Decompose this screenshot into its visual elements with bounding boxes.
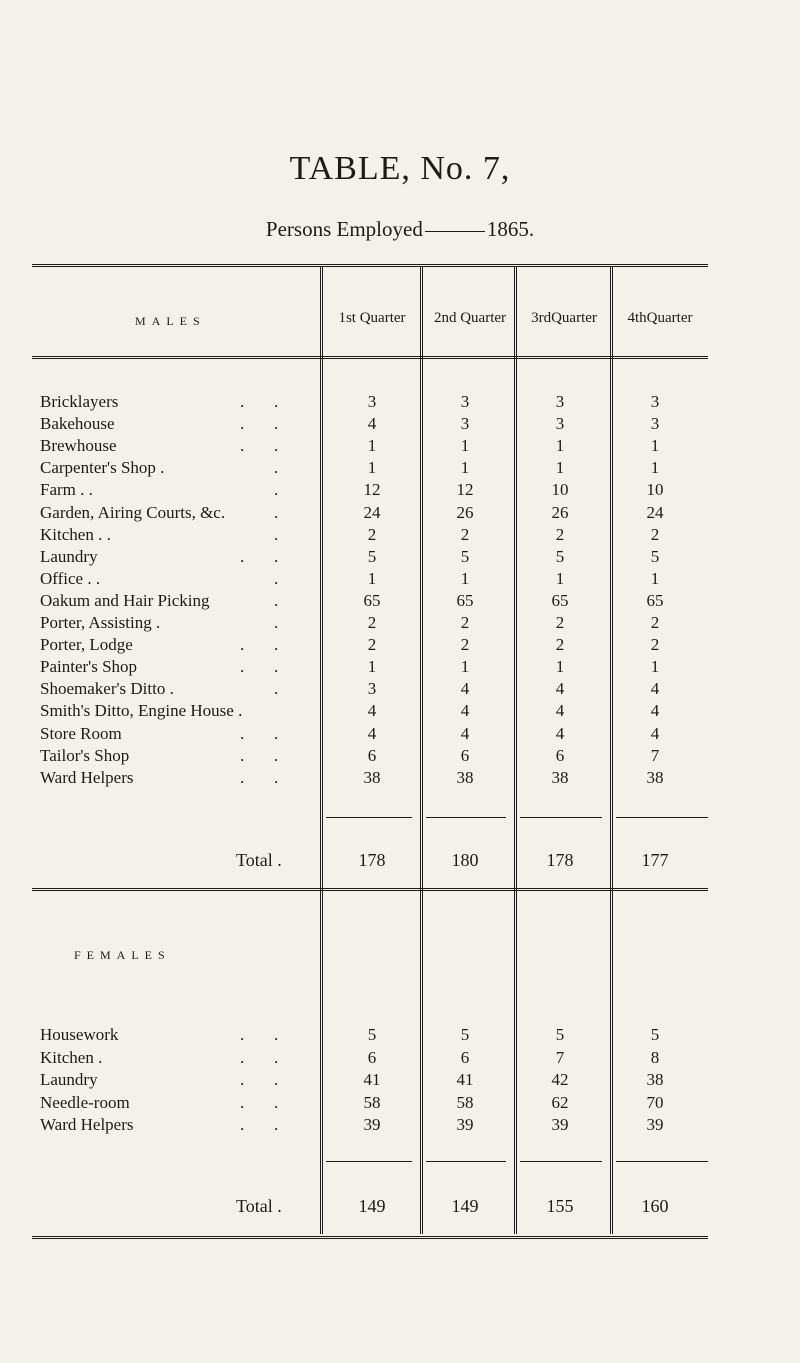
row-label: Kitchen . . [40, 524, 111, 544]
row-q3-value: 1 [555, 568, 565, 588]
row-q3-value: 65 [551, 590, 569, 610]
row-label: Housework [40, 1025, 119, 1044]
row-q4-value: 2 [650, 613, 660, 632]
males-row [40, 746, 710, 766]
row-q2-value: 38 [456, 767, 474, 787]
row-q4-value: 24 [646, 502, 664, 522]
row-q3-value: 1 [555, 436, 565, 456]
row-q3-value: 7 [555, 1047, 565, 1067]
row-label: Painter's Shop [40, 657, 138, 677]
row-q1-value: 4 [367, 414, 377, 434]
row-q2-value: 39 [456, 1115, 474, 1135]
row-q4-value: 4 [650, 701, 660, 721]
row-q2-value: 4 [460, 701, 470, 721]
males-total-q3: 178 [546, 850, 574, 870]
row-label: Tailor's Shop [40, 745, 130, 765]
row-q1-value: 12 [363, 480, 381, 500]
males-total-q1: 178 [358, 850, 386, 870]
row-q2-value: 5 [460, 1025, 470, 1044]
row-leader-dots: . [240, 590, 279, 610]
row-q2-value: 2 [460, 613, 470, 632]
row-q4-value: 70 [646, 1092, 664, 1112]
row-q1-value: 3 [367, 679, 377, 699]
row-q3-value: 2 [555, 635, 565, 655]
males-total-q2: 180 [451, 850, 479, 870]
row-label: Ward Helpers [40, 1115, 134, 1135]
row-q3-value: 38 [551, 767, 569, 787]
males-row [40, 458, 710, 478]
males-row [40, 724, 710, 744]
row-leader-dots: . . [240, 745, 279, 765]
row-q3-value: 1 [555, 458, 565, 478]
row-q3-value: 39 [551, 1115, 569, 1135]
row-label: Oakum and Hair Picking [40, 590, 210, 610]
row-q4-value: 1 [650, 458, 660, 478]
row-q3-value: 42 [551, 1070, 569, 1090]
males-row [40, 613, 710, 633]
row-leader-dots: . . [240, 1047, 279, 1067]
males-total-line-1 [326, 817, 412, 818]
males-row [40, 657, 710, 677]
row-q2-value: 12 [456, 480, 474, 500]
row-q2-value: 41 [456, 1070, 474, 1090]
row-q2-value: 1 [460, 657, 470, 677]
row-q1-value: 4 [367, 701, 377, 721]
row-q1-value: 2 [367, 613, 377, 632]
females-header: FEMALES [74, 948, 171, 962]
header-q3: 3rdQuarter [531, 310, 597, 326]
row-label: Brewhouse [40, 436, 117, 456]
row-q2-value: 5 [460, 546, 470, 566]
row-q1-value: 3 [367, 392, 377, 411]
row-q3-value: 62 [551, 1092, 569, 1112]
row-q4-value: 5 [650, 1025, 660, 1044]
row-label: Garden, Airing Courts, &c. [40, 502, 226, 522]
row-q3-value: 4 [555, 701, 565, 721]
row-q4-value: 8 [650, 1047, 660, 1067]
females-row [40, 1048, 710, 1068]
row-q4-value: 4 [650, 679, 660, 699]
row-q1-value: 4 [367, 723, 377, 743]
males-total-line-3 [520, 817, 602, 818]
row-q2-value: 4 [460, 679, 470, 699]
males-total-line-2 [426, 817, 506, 818]
top-rule [32, 264, 708, 267]
row-q2-value: 6 [460, 745, 470, 765]
row-q1-value: 41 [363, 1070, 381, 1090]
males-row [40, 768, 710, 788]
row-leader-dots: . . [240, 546, 279, 566]
row-q4-value: 10 [646, 480, 664, 500]
row-q1-value: 6 [367, 745, 377, 765]
header-q1: 1st Quarter [338, 310, 406, 326]
row-label: Ward Helpers [40, 767, 134, 787]
females-total-line-1 [326, 1161, 412, 1162]
subtitle-left: Persons Employed [265, 217, 423, 241]
row-q3-value: 5 [555, 546, 565, 566]
subtitle-year: 1865. [486, 217, 535, 241]
row-q4-value: 38 [646, 1070, 664, 1090]
row-leader-dots: . [240, 679, 279, 699]
row-leader-dots: . . [240, 1025, 279, 1044]
row-q1-value: 38 [363, 767, 381, 787]
females-row [40, 1025, 710, 1045]
row-q3-value: 10 [551, 480, 569, 500]
row-label: Bricklayers [40, 392, 119, 411]
row-leader-dots: . [240, 502, 279, 522]
row-leader-dots: . . [240, 1070, 279, 1090]
row-q3-value: 1 [555, 657, 565, 677]
males-total-q4: 177 [641, 850, 669, 870]
row-q3-value: 2 [555, 613, 565, 632]
row-q2-value: 4 [460, 723, 470, 743]
row-q4-value: 1 [650, 436, 660, 456]
row-q2-value: 1 [460, 568, 470, 588]
males-row [40, 392, 710, 412]
row-q3-value: 4 [555, 679, 565, 699]
males-row [40, 547, 710, 567]
row-q1-value: 58 [363, 1092, 381, 1112]
row-q4-value: 4 [650, 723, 660, 743]
row-label: Porter, Assisting . [40, 613, 161, 632]
row-label: Kitchen . [40, 1047, 103, 1067]
row-q4-value: 5 [650, 546, 660, 566]
row-q3-value: 5 [555, 1025, 565, 1044]
row-q1-value: 1 [367, 657, 377, 677]
row-q1-value: 65 [363, 590, 381, 610]
row-leader-dots: . . [240, 436, 279, 456]
row-leader-dots: . . [240, 723, 279, 743]
header-q2: 2nd Quarter [433, 310, 507, 326]
row-leader-dots: . . [240, 1115, 279, 1135]
females-bottom-rule [32, 1236, 708, 1239]
row-q4-value: 3 [650, 392, 660, 411]
row-q2-value: 2 [460, 524, 470, 544]
row-q2-value: 1 [460, 458, 470, 478]
females-total-q3: 155 [546, 1196, 574, 1216]
row-q3-value: 6 [555, 745, 565, 765]
males-total-line-4 [616, 817, 708, 818]
males-total-label: Total . [236, 850, 282, 870]
row-q1-value: 24 [363, 502, 381, 522]
row-q2-value: 2 [460, 635, 470, 655]
females-total-label: Total . [236, 1196, 282, 1216]
row-q4-value: 38 [646, 767, 664, 787]
males-header: MALES [135, 314, 206, 328]
row-q2-value: 6 [460, 1047, 470, 1067]
females-row [40, 1093, 710, 1113]
row-q1-value: 1 [367, 568, 377, 588]
row-q1-value: 2 [367, 524, 377, 544]
row-q3-value: 26 [551, 502, 569, 522]
row-label: Smith's Ditto, Engine House . [40, 701, 243, 721]
row-q4-value: 65 [646, 590, 664, 610]
row-q2-value: 1 [460, 436, 470, 456]
row-q1-value: 5 [367, 1025, 377, 1044]
females-total-q4: 160 [641, 1196, 669, 1216]
females-row [40, 1115, 710, 1135]
males-row [40, 569, 710, 589]
row-q3-value: 2 [555, 524, 565, 544]
row-label: Laundry [40, 1070, 98, 1090]
header-q4: 4thQuarter [627, 310, 693, 326]
row-leader-dots: . [240, 613, 279, 632]
row-label: Porter, Lodge [40, 635, 133, 655]
row-label: Shoemaker's Ditto . [40, 679, 174, 699]
row-leader-dots: . [240, 480, 279, 500]
row-label: Farm . . [40, 480, 93, 500]
table-subtitle [0, 217, 800, 242]
row-q4-value: 7 [650, 745, 660, 765]
row-q4-value: 1 [650, 657, 660, 677]
females-total-q2: 149 [451, 1196, 479, 1216]
row-q4-value: 2 [650, 524, 660, 544]
row-q3-value: 3 [555, 392, 565, 411]
males-row [40, 591, 710, 611]
row-leader-dots: . [240, 524, 279, 544]
row-label: Store Room [40, 723, 122, 743]
males-row [40, 635, 710, 655]
row-q2-value: 3 [460, 414, 470, 434]
row-q2-value: 65 [456, 590, 474, 610]
row-leader-dots: . . [240, 767, 279, 787]
row-q4-value: 3 [650, 414, 660, 434]
row-q1-value: 6 [367, 1047, 377, 1067]
subtitle-dash [425, 231, 485, 232]
row-q1-value: 2 [367, 635, 377, 655]
row-q4-value: 2 [650, 635, 660, 655]
males-row [40, 436, 710, 456]
females-row [40, 1070, 710, 1090]
females-total-line-3 [520, 1161, 602, 1162]
males-row [40, 414, 710, 434]
row-leader-dots: . . [240, 414, 279, 434]
row-label: Needle-room [40, 1092, 130, 1112]
row-q1-value: 1 [367, 458, 377, 478]
table-title: TABLE, No. 7, [289, 150, 511, 187]
row-q2-value: 58 [456, 1092, 474, 1112]
row-leader-dots: . . [240, 392, 279, 411]
females-total-line-4 [616, 1161, 708, 1162]
header-bottom-rule [32, 356, 708, 359]
males-row [40, 679, 710, 699]
males-row [40, 701, 710, 721]
row-q1-value: 5 [367, 546, 377, 566]
females-total-q1: 149 [358, 1196, 386, 1216]
row-q2-value: 3 [460, 392, 470, 411]
row-q4-value: 39 [646, 1115, 664, 1135]
row-q4-value: 1 [650, 568, 660, 588]
row-q3-value: 4 [555, 723, 565, 743]
row-label: Office . . [40, 568, 101, 588]
row-label: Laundry [40, 546, 98, 566]
row-q2-value: 26 [456, 502, 474, 522]
females-total-line-2 [426, 1161, 506, 1162]
males-row [40, 480, 710, 500]
males-row [40, 503, 710, 523]
row-leader-dots: . [240, 458, 279, 478]
row-leader-dots: . . [240, 635, 279, 655]
males-bottom-rule [32, 888, 708, 891]
row-q1-value: 1 [367, 436, 377, 456]
row-leader-dots: . . [240, 1092, 279, 1112]
row-leader-dots: . [240, 568, 279, 588]
row-q3-value: 3 [555, 414, 565, 434]
row-label: Bakehouse [40, 414, 115, 434]
males-row [40, 525, 710, 545]
row-q1-value: 39 [363, 1115, 381, 1135]
row-label: Carpenter's Shop . [40, 458, 165, 478]
row-leader-dots: . . [240, 657, 279, 677]
